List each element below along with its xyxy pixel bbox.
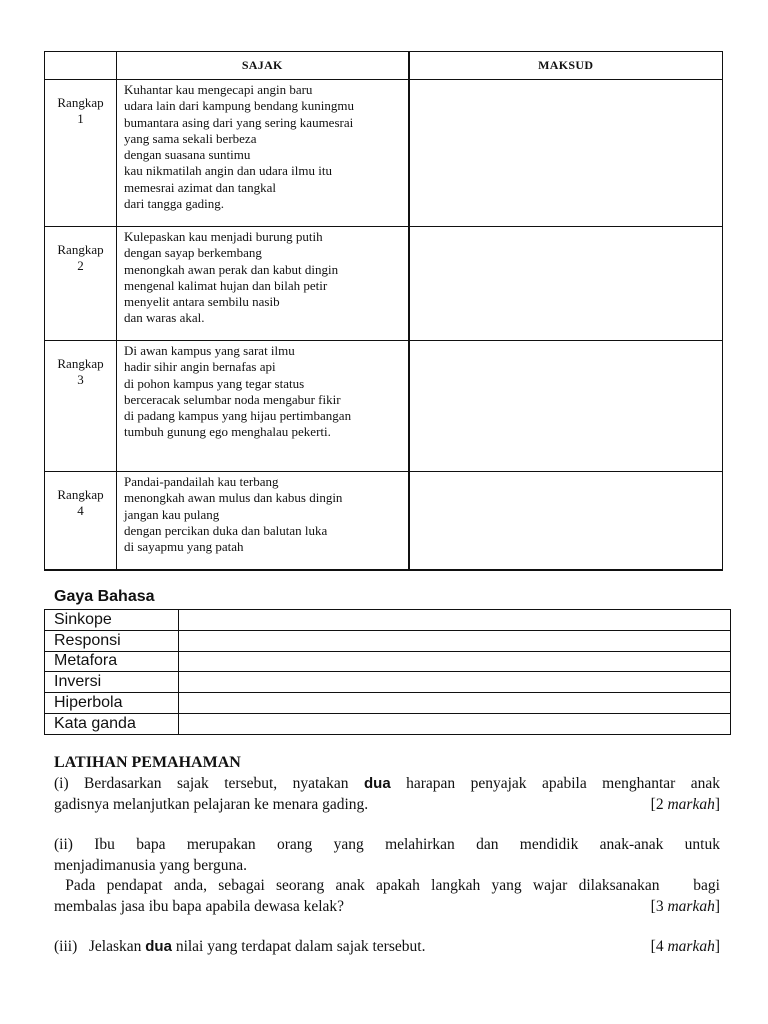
poem-line: berceracak selumbar noda mengabur fikir [124, 391, 341, 407]
poem-table-header [45, 52, 723, 80]
poem-line: menongkah awan mulus dan kabus dingin [124, 490, 343, 506]
gaya-bahasa-item: Sinkope [45, 610, 179, 631]
latihan-pemahaman [54, 752, 720, 958]
table-row [45, 630, 731, 651]
rangkap-label: Rangkap 1 [45, 80, 117, 227]
header-maksud: MAKSUD [409, 52, 723, 80]
poem-line: dengan suasana suntimu [124, 147, 251, 163]
poem-line: Kuhantar kau mengecapi angin baru [124, 82, 313, 97]
poem-line: dan waras akal. [124, 310, 205, 326]
gaya-bahasa-item: Responsi [45, 630, 179, 651]
latihan-title: LATIHAN PEMAHAMAN [54, 754, 241, 771]
table-row [45, 672, 731, 693]
gaya-bahasa-answer[interactable] [179, 693, 731, 714]
table-row [45, 693, 731, 714]
poem-line: di sayapmu yang patah [124, 539, 244, 555]
poem-stanza [117, 80, 409, 227]
gaya-bahasa-title: Gaya Bahasa [54, 588, 155, 605]
question-1-line-2: gadisnya melanjutkan pelajaran ke menara gading. [2 markah] [54, 795, 720, 816]
gaya-bahasa-answer[interactable] [179, 713, 731, 734]
gaya-bahasa-answer[interactable] [179, 610, 731, 631]
poem-line: bumantara asing dari yang sering kaumesrai [124, 114, 354, 130]
gaya-bahasa-answer[interactable] [179, 651, 731, 672]
poem-line: Pandai-pandailah kau terbang [124, 474, 279, 489]
maksud-cell[interactable] [409, 80, 723, 227]
table-row [45, 341, 723, 472]
maksud-cell[interactable] [409, 227, 723, 341]
poem-line: dengan percikan duka dan balutan luka [124, 522, 328, 538]
mark-label: [4 markah] [650, 938, 720, 955]
question-3: (iii) Jelaskan dua nilai yang terdapat dalam sajak tersebut. [4 markah] [54, 937, 720, 958]
poem-line: Di awan kampus yang sarat ilmu [124, 343, 295, 358]
question-1-line-1: (i) Berdasarkan sajak tersebut, nyatakan dua harapan penyajak apabila menghantar anak [54, 775, 721, 792]
header-blank [45, 52, 117, 80]
poem-line: Kulepaskan kau menjadi burung putih [124, 229, 323, 244]
mark-label: [3 markah] [650, 897, 720, 915]
poem-line: dengan sayap berkembang [124, 245, 262, 261]
table-row [45, 610, 731, 631]
question-2-line-3: Pada pendapat anda, sebagai seorang anak apakah langkah yang wajar dilaksanakan bagi [54, 877, 720, 894]
question-2-line-2: menjadimanusia yang berguna. [54, 856, 247, 874]
poem-table [44, 51, 723, 571]
poem-line: memesrai azimat dan tangkal [124, 179, 276, 195]
poem-line: di pohon kampus yang tegar status [124, 375, 305, 391]
gaya-bahasa-item: Kata ganda [45, 713, 179, 734]
gaya-bahasa-answer[interactable] [179, 630, 731, 651]
poem-line: dari tangga gading. [124, 196, 224, 212]
question-2-line-1: (ii) Ibu bapa merupakan orang yang melahirkan dan mendidik anak-anak untuk [54, 836, 720, 853]
table-row [45, 651, 731, 672]
question-2-line-4: membalas jasa ibu bapa apabila dewasa kelak? [3 markah] [54, 897, 720, 918]
gaya-bahasa-item: Metafora [45, 651, 179, 672]
poem-line: menyelit antara sembilu nasib [124, 294, 280, 310]
gaya-bahasa-item: Hiperbola [45, 693, 179, 714]
gaya-bahasa-item: Inversi [45, 672, 179, 693]
poem-line: jangan kau pulang [124, 506, 220, 522]
poem-line: mengenal kalimat hujan dan bilah petir [124, 277, 328, 293]
poem-line: yang sama sekali berbeza [124, 130, 257, 146]
table-row [45, 472, 723, 570]
poem-line: di padang kampus yang hijau pertimbangan [124, 408, 352, 424]
rangkap-label: Rangkap 2 [45, 227, 117, 341]
poem-line: menongkah awan perak dan kabut dingin [124, 261, 339, 277]
maksud-cell[interactable] [409, 341, 723, 472]
poem-stanza [117, 227, 409, 341]
poem-line: udara lain dari kampung bendang kuningmu [124, 98, 354, 114]
poem-line: kau nikmatilah angin dan udara ilmu itu [124, 163, 332, 179]
table-row [45, 713, 731, 734]
poem-line: hadir sihir angin bernafas api [124, 359, 276, 375]
table-row [45, 227, 723, 341]
poem-line: tumbuh gunung ego menghalau pekerti. [124, 424, 331, 440]
table-row [45, 80, 723, 227]
mark-label: [2 markah] [650, 795, 720, 813]
maksud-cell[interactable] [409, 472, 723, 570]
header-sajak: SAJAK [117, 52, 409, 80]
poem-stanza [117, 341, 409, 472]
gaya-bahasa-answer[interactable] [179, 672, 731, 693]
poem-stanza [117, 472, 409, 570]
rangkap-label: Rangkap 3 [45, 341, 117, 472]
rangkap-label: Rangkap 4 [45, 472, 117, 570]
gaya-bahasa-table [44, 609, 731, 735]
